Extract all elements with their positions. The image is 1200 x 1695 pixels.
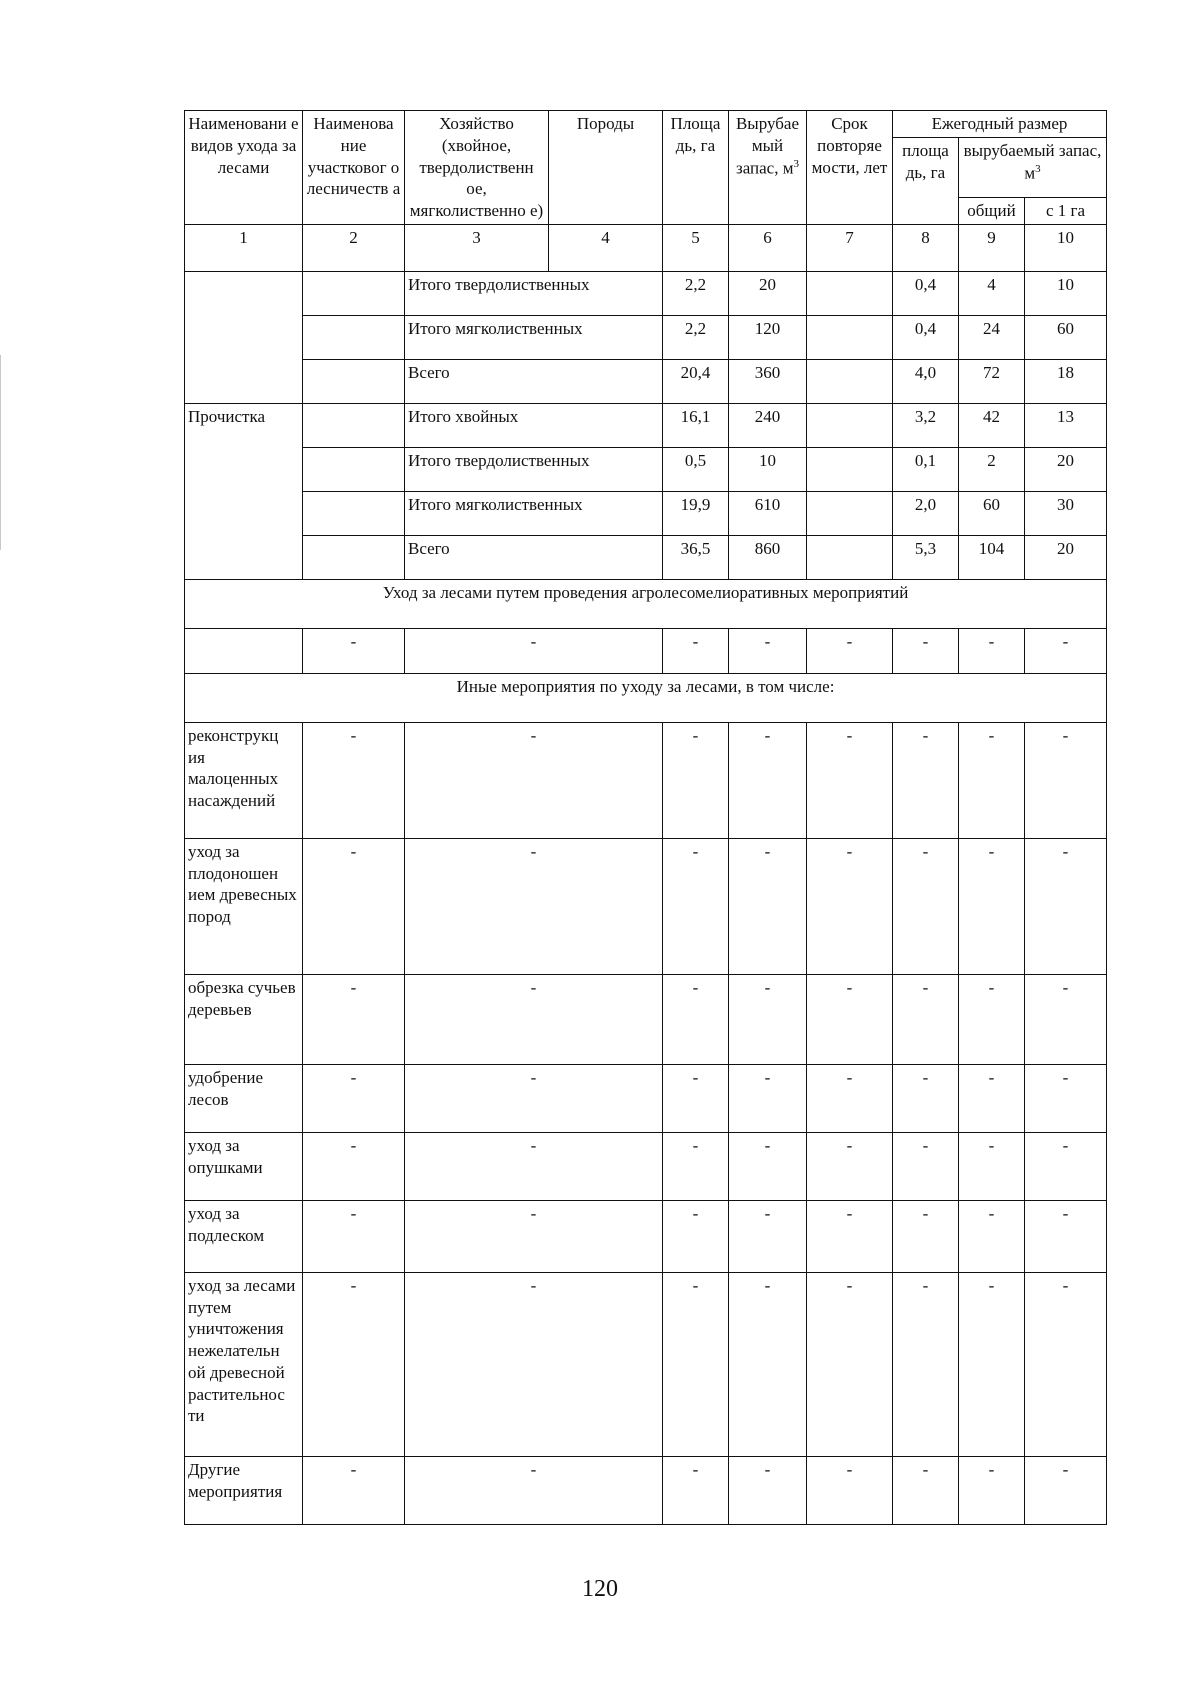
period-cell — [807, 315, 893, 359]
district-cell: - — [303, 1200, 405, 1272]
annual-total-cell: 72 — [959, 359, 1025, 403]
volume-cell: - — [729, 1132, 807, 1200]
care-type-cell: уход за лесами путем уничтожения нежелательн ой древесной растительнос ти — [185, 1272, 303, 1456]
col-number: 2 — [303, 224, 405, 271]
annual-per-ha-cell: - — [1025, 838, 1107, 974]
area-cell: - — [663, 1064, 729, 1132]
economy-cell: - — [405, 1200, 663, 1272]
annual-per-ha-cell: 10 — [1025, 271, 1107, 315]
section-heading-agro: Уход за лесами путем проведения агролесомелиоративных мероприятий — [185, 579, 1107, 628]
annual-per-ha-cell: - — [1025, 1064, 1107, 1132]
col-number: 10 — [1025, 224, 1107, 271]
col-number: 1 — [185, 224, 303, 271]
table-row — [185, 1132, 1107, 1200]
district-cell: - — [303, 1064, 405, 1132]
annual-area-cell: - — [893, 974, 959, 1064]
period-cell: - — [807, 628, 893, 673]
table-row — [185, 974, 1107, 1064]
annual-area-cell: 5,3 — [893, 535, 959, 579]
care-type-cell: уход за подлеском — [185, 1200, 303, 1272]
period-cell: - — [807, 974, 893, 1064]
annual-area-cell: 0,4 — [893, 271, 959, 315]
annual-area-cell: 0,1 — [893, 447, 959, 491]
col-number: 4 — [549, 224, 663, 271]
table-row — [185, 838, 1107, 974]
header-row-1 — [185, 111, 1107, 138]
annual-per-ha-cell: - — [1025, 1456, 1107, 1524]
district-cell — [303, 271, 405, 315]
volume-cell: 120 — [729, 315, 807, 359]
col-number: 5 — [663, 224, 729, 271]
care-type-cell: обрезка сучьев деревьев — [185, 974, 303, 1064]
row-label: Итого мягколиственных — [405, 491, 663, 535]
header-annual-volume — [959, 137, 1107, 197]
section-heading-other: Иные мероприятия по уходу за лесами, в том числе: — [185, 673, 1107, 722]
economy-cell: - — [405, 974, 663, 1064]
economy-cell: - — [405, 1064, 663, 1132]
col-number: 9 — [959, 224, 1025, 271]
volume-cell: 10 — [729, 447, 807, 491]
annual-total-cell: - — [959, 1456, 1025, 1524]
annual-total-cell: - — [959, 1132, 1025, 1200]
period-cell — [807, 271, 893, 315]
care-type-cell: уход за плодоношен ием древесных пород — [185, 838, 303, 974]
area-cell: - — [663, 1132, 729, 1200]
header-forestry-district: Наименова ние участковог о лесничеств а — [303, 111, 405, 225]
district-cell — [303, 491, 405, 535]
district-cell — [303, 315, 405, 359]
district-cell: - — [303, 974, 405, 1064]
row-label: Всего — [405, 535, 663, 579]
volume-cell: - — [729, 1456, 807, 1524]
table-row — [185, 271, 1107, 315]
row-label: Всего — [405, 359, 663, 403]
header-volume — [729, 111, 807, 225]
annual-per-ha-cell: - — [1025, 1272, 1107, 1456]
area-cell: 2,2 — [663, 271, 729, 315]
annual-area-cell: - — [893, 1200, 959, 1272]
district-cell: - — [303, 838, 405, 974]
scan-edge-mark — [0, 355, 1, 550]
area-cell: 19,9 — [663, 491, 729, 535]
area-cell: 0,5 — [663, 447, 729, 491]
annual-area-cell: 2,0 — [893, 491, 959, 535]
header-annual-total: общий — [959, 198, 1025, 225]
col-number: 6 — [729, 224, 807, 271]
volume-cell: - — [729, 1272, 807, 1456]
period-cell: - — [807, 838, 893, 974]
table-row — [185, 359, 1107, 403]
volume-cell: 360 — [729, 359, 807, 403]
volume-cell: - — [729, 1200, 807, 1272]
district-cell — [303, 535, 405, 579]
table-row — [185, 722, 1107, 838]
annual-area-cell: 4,0 — [893, 359, 959, 403]
header-volume-sup: 3 — [793, 157, 799, 170]
annual-per-ha-cell: - — [1025, 1200, 1107, 1272]
period-cell: - — [807, 1456, 893, 1524]
volume-cell: 240 — [729, 403, 807, 447]
annual-total-cell: - — [959, 1272, 1025, 1456]
volume-cell: - — [729, 974, 807, 1064]
header-annual-volume-text: вырубаемый запас, м — [963, 140, 1102, 183]
table-row — [185, 535, 1107, 579]
table-row — [185, 1064, 1107, 1132]
table-row — [185, 628, 1107, 673]
area-cell: - — [663, 974, 729, 1064]
annual-per-ha-cell: 13 — [1025, 403, 1107, 447]
period-cell — [807, 359, 893, 403]
col-number: 8 — [893, 224, 959, 271]
table-row — [185, 1272, 1107, 1456]
annual-area-cell: - — [893, 1456, 959, 1524]
economy-cell: - — [405, 628, 663, 673]
table-row — [185, 1200, 1107, 1272]
annual-total-cell: - — [959, 838, 1025, 974]
area-cell: - — [663, 628, 729, 673]
annual-area-cell: - — [893, 1272, 959, 1456]
table-row — [185, 491, 1107, 535]
annual-area-cell: 0,4 — [893, 315, 959, 359]
area-cell: 2,2 — [663, 315, 729, 359]
volume-cell: 20 — [729, 271, 807, 315]
annual-per-ha-cell: - — [1025, 722, 1107, 838]
annual-per-ha-cell: 20 — [1025, 447, 1107, 491]
care-type-cell — [185, 271, 303, 403]
row-label: Итого твердолиственных — [405, 271, 663, 315]
page-number: 120 — [582, 1576, 618, 1602]
care-type-cell: уход за опушками — [185, 1132, 303, 1200]
period-cell — [807, 535, 893, 579]
care-type-cell — [185, 628, 303, 673]
district-cell: - — [303, 1272, 405, 1456]
annual-area-cell: - — [893, 838, 959, 974]
economy-cell: - — [405, 1456, 663, 1524]
annual-total-cell: 24 — [959, 315, 1025, 359]
district-cell — [303, 403, 405, 447]
care-type-cell: удобрение лесов — [185, 1064, 303, 1132]
forest-care-table-wrapper — [184, 110, 1106, 1525]
annual-per-ha-cell: 60 — [1025, 315, 1107, 359]
annual-total-cell: - — [959, 722, 1025, 838]
care-type-cell: реконструкц ия малоценных насаждений — [185, 722, 303, 838]
annual-total-cell: 104 — [959, 535, 1025, 579]
area-cell: 36,5 — [663, 535, 729, 579]
area-cell: - — [663, 722, 729, 838]
volume-cell: 610 — [729, 491, 807, 535]
row-label: Итого хвойных — [405, 403, 663, 447]
period-cell: - — [807, 1064, 893, 1132]
annual-area-cell: - — [893, 628, 959, 673]
annual-total-cell: - — [959, 1200, 1025, 1272]
table-row — [185, 403, 1107, 447]
col-number: 3 — [405, 224, 549, 271]
area-cell: - — [663, 1272, 729, 1456]
header-species: Породы — [549, 111, 663, 225]
volume-cell: - — [729, 628, 807, 673]
volume-cell: - — [729, 838, 807, 974]
economy-cell: - — [405, 1272, 663, 1456]
care-type-cell: Другие мероприятия — [185, 1456, 303, 1524]
header-annual-per-ha: с 1 га — [1025, 198, 1107, 225]
area-cell: - — [663, 1200, 729, 1272]
annual-total-cell: - — [959, 974, 1025, 1064]
section-heading-row — [185, 579, 1107, 628]
period-cell — [807, 491, 893, 535]
header-area: Площа дь, га — [663, 111, 729, 225]
district-cell: - — [303, 1132, 405, 1200]
economy-cell: - — [405, 1132, 663, 1200]
annual-per-ha-cell: - — [1025, 974, 1107, 1064]
district-cell: - — [303, 722, 405, 838]
row-label: Итого мягколиственных — [405, 315, 663, 359]
period-cell: - — [807, 1132, 893, 1200]
header-annual-volume-sup: 3 — [1035, 162, 1041, 175]
col-number: 7 — [807, 224, 893, 271]
column-number-row — [185, 224, 1107, 271]
annual-total-cell: 2 — [959, 447, 1025, 491]
period-cell — [807, 403, 893, 447]
period-cell: - — [807, 1272, 893, 1456]
forest-care-table — [184, 110, 1107, 1525]
header-care-type: Наименовани е видов ухода за лесами — [185, 111, 303, 225]
annual-area-cell: - — [893, 1064, 959, 1132]
district-cell: - — [303, 1456, 405, 1524]
economy-cell: - — [405, 722, 663, 838]
annual-per-ha-cell: - — [1025, 1132, 1107, 1200]
annual-area-cell: - — [893, 722, 959, 838]
annual-total-cell: - — [959, 1064, 1025, 1132]
header-period: Срок повторяе мости, лет — [807, 111, 893, 225]
table-row — [185, 447, 1107, 491]
annual-total-cell: 4 — [959, 271, 1025, 315]
header-annual-size: Ежегодный размер — [893, 111, 1107, 138]
annual-total-cell: 60 — [959, 491, 1025, 535]
district-cell — [303, 359, 405, 403]
annual-per-ha-cell: 20 — [1025, 535, 1107, 579]
annual-area-cell: - — [893, 1132, 959, 1200]
section-heading-row — [185, 673, 1107, 722]
volume-cell: - — [729, 1064, 807, 1132]
period-cell: - — [807, 1200, 893, 1272]
header-economy: Хозяйство (хвойное, твердолиственн ое, мягколиственно е) — [405, 111, 549, 225]
annual-total-cell: 42 — [959, 403, 1025, 447]
district-cell: - — [303, 628, 405, 673]
period-cell: - — [807, 722, 893, 838]
area-cell: - — [663, 838, 729, 974]
district-cell — [303, 447, 405, 491]
table-row — [185, 315, 1107, 359]
care-type-cell: Прочистка — [185, 403, 303, 579]
volume-cell: - — [729, 722, 807, 838]
annual-total-cell: - — [959, 628, 1025, 673]
area-cell: - — [663, 1456, 729, 1524]
annual-area-cell: 3,2 — [893, 403, 959, 447]
economy-cell: - — [405, 838, 663, 974]
header-volume-text: Вырубае мый запас, м — [735, 114, 800, 178]
area-cell: 16,1 — [663, 403, 729, 447]
annual-per-ha-cell: 30 — [1025, 491, 1107, 535]
annual-per-ha-cell: - — [1025, 628, 1107, 673]
annual-per-ha-cell: 18 — [1025, 359, 1107, 403]
area-cell: 20,4 — [663, 359, 729, 403]
period-cell — [807, 447, 893, 491]
table-row — [185, 1456, 1107, 1524]
header-annual-area: площа дь, га — [893, 137, 959, 224]
row-label: Итого твердолиственных — [405, 447, 663, 491]
volume-cell: 860 — [729, 535, 807, 579]
